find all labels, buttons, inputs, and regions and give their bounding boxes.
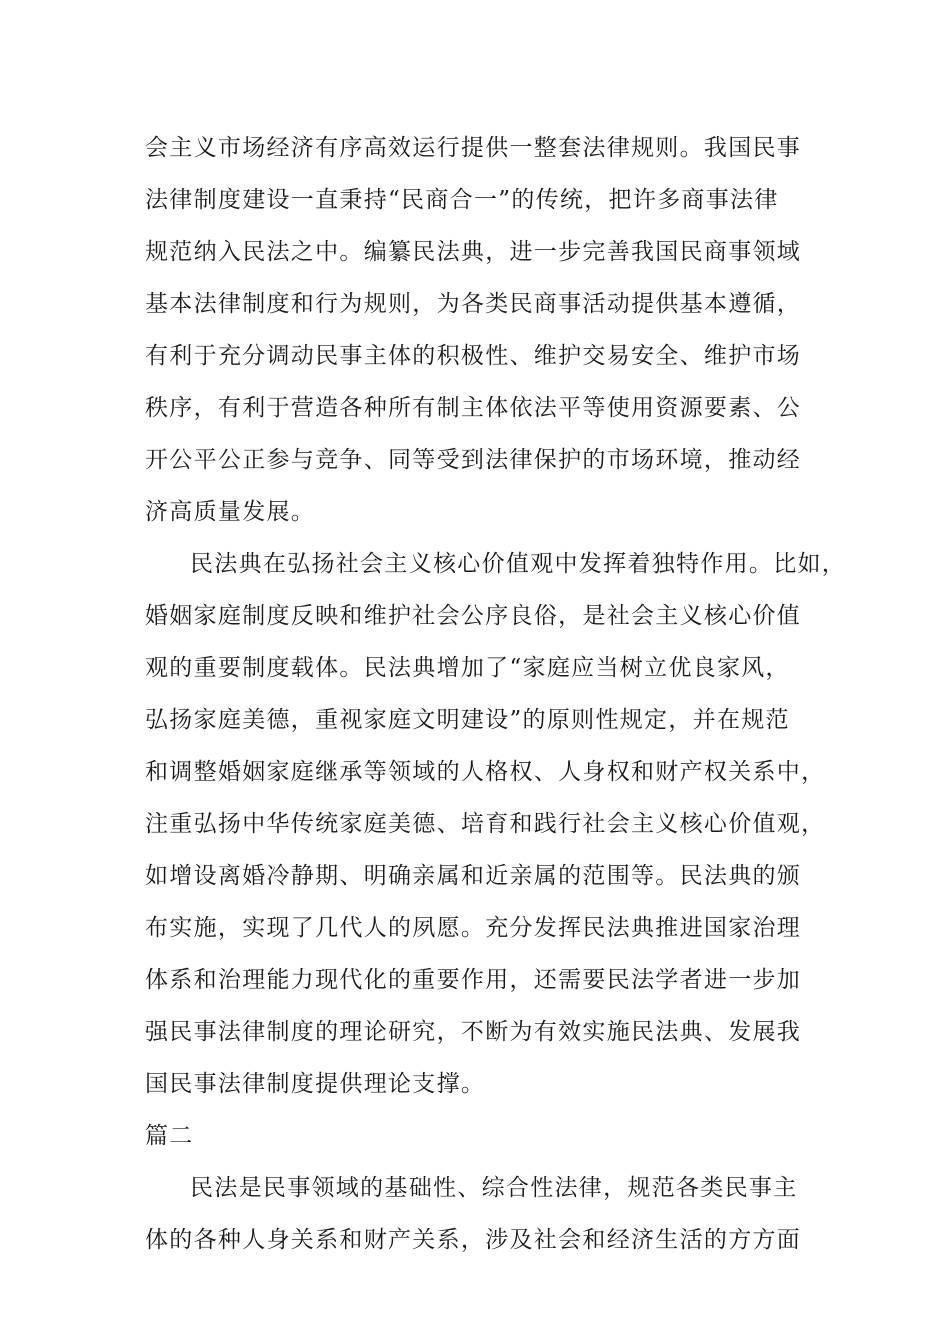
text-line: 基本法律制度和行为规则，为各类民商事活动提供基本遵循， [145,291,802,317]
text-line: 弘扬家庭美德，重视家庭文明建设”的原则性规定，并在规范 [145,707,790,733]
text-line: 会主义市场经济有序高效运行提供一整套法律规则。我国民事 [145,135,802,161]
paragraph-first-line: 民法是民事领域的基础性、综合性法律，规范各类民事主 [190,1175,798,1201]
text-line: 强民事法律制度的理论研究，不断为有效实施民法典、发展我 [145,1019,802,1045]
text-line: 体的各种人身关系和财产关系，涉及社会和经济生活的方方面 [145,1227,802,1253]
text-line: 体系和治理能力现代化的重要作用，还需要民法学者进一步加 [145,967,802,993]
text-line: 法律制度建设一直秉持“民商合一”的传统，把许多商事法律 [145,187,779,213]
text-line: 秩序，有利于营造各种所有制主体依法平等使用资源要素、公 [145,395,802,421]
text-line: 布实施，实现了几代人的夙愿。充分发挥民法典推进国家治理 [145,915,802,941]
text-line: 国民事法律制度提供理论支撑。 [145,1071,486,1097]
text-line: 开公平公正参与竞争、同等受到法律保护的市场环境，推动经 [145,447,802,473]
text-line: 婚姻家庭制度反映和维护社会公序良俗，是社会主义核心价值 [145,603,802,629]
text-line: 观的重要制度载体。民法典增加了“家庭应当树立优良家风， [145,655,790,681]
text-line: 有利于充分调动民事主体的积极性、维护交易安全、维护市场 [145,343,802,369]
text-line: 注重弘扬中华传统家庭美德、培育和践行社会主义核心价值观， [145,811,826,837]
section-heading: 篇二 [145,1123,194,1149]
text-line: 和调整婚姻家庭继承等领域的人格权、人身权和财产权关系中， [145,759,826,785]
text-line: 济高质量发展。 [145,499,316,525]
text-line: 规范纳入民法之中。编纂民法典，进一步完善我国民商事领域 [145,239,802,265]
paragraph-first-line: 民法典在弘扬社会主义核心价值观中发挥着独特作用。比如， [190,551,847,577]
text-line: 如增设离婚冷静期、明确亲属和近亲属的范围等。民法典的颁 [145,863,802,889]
